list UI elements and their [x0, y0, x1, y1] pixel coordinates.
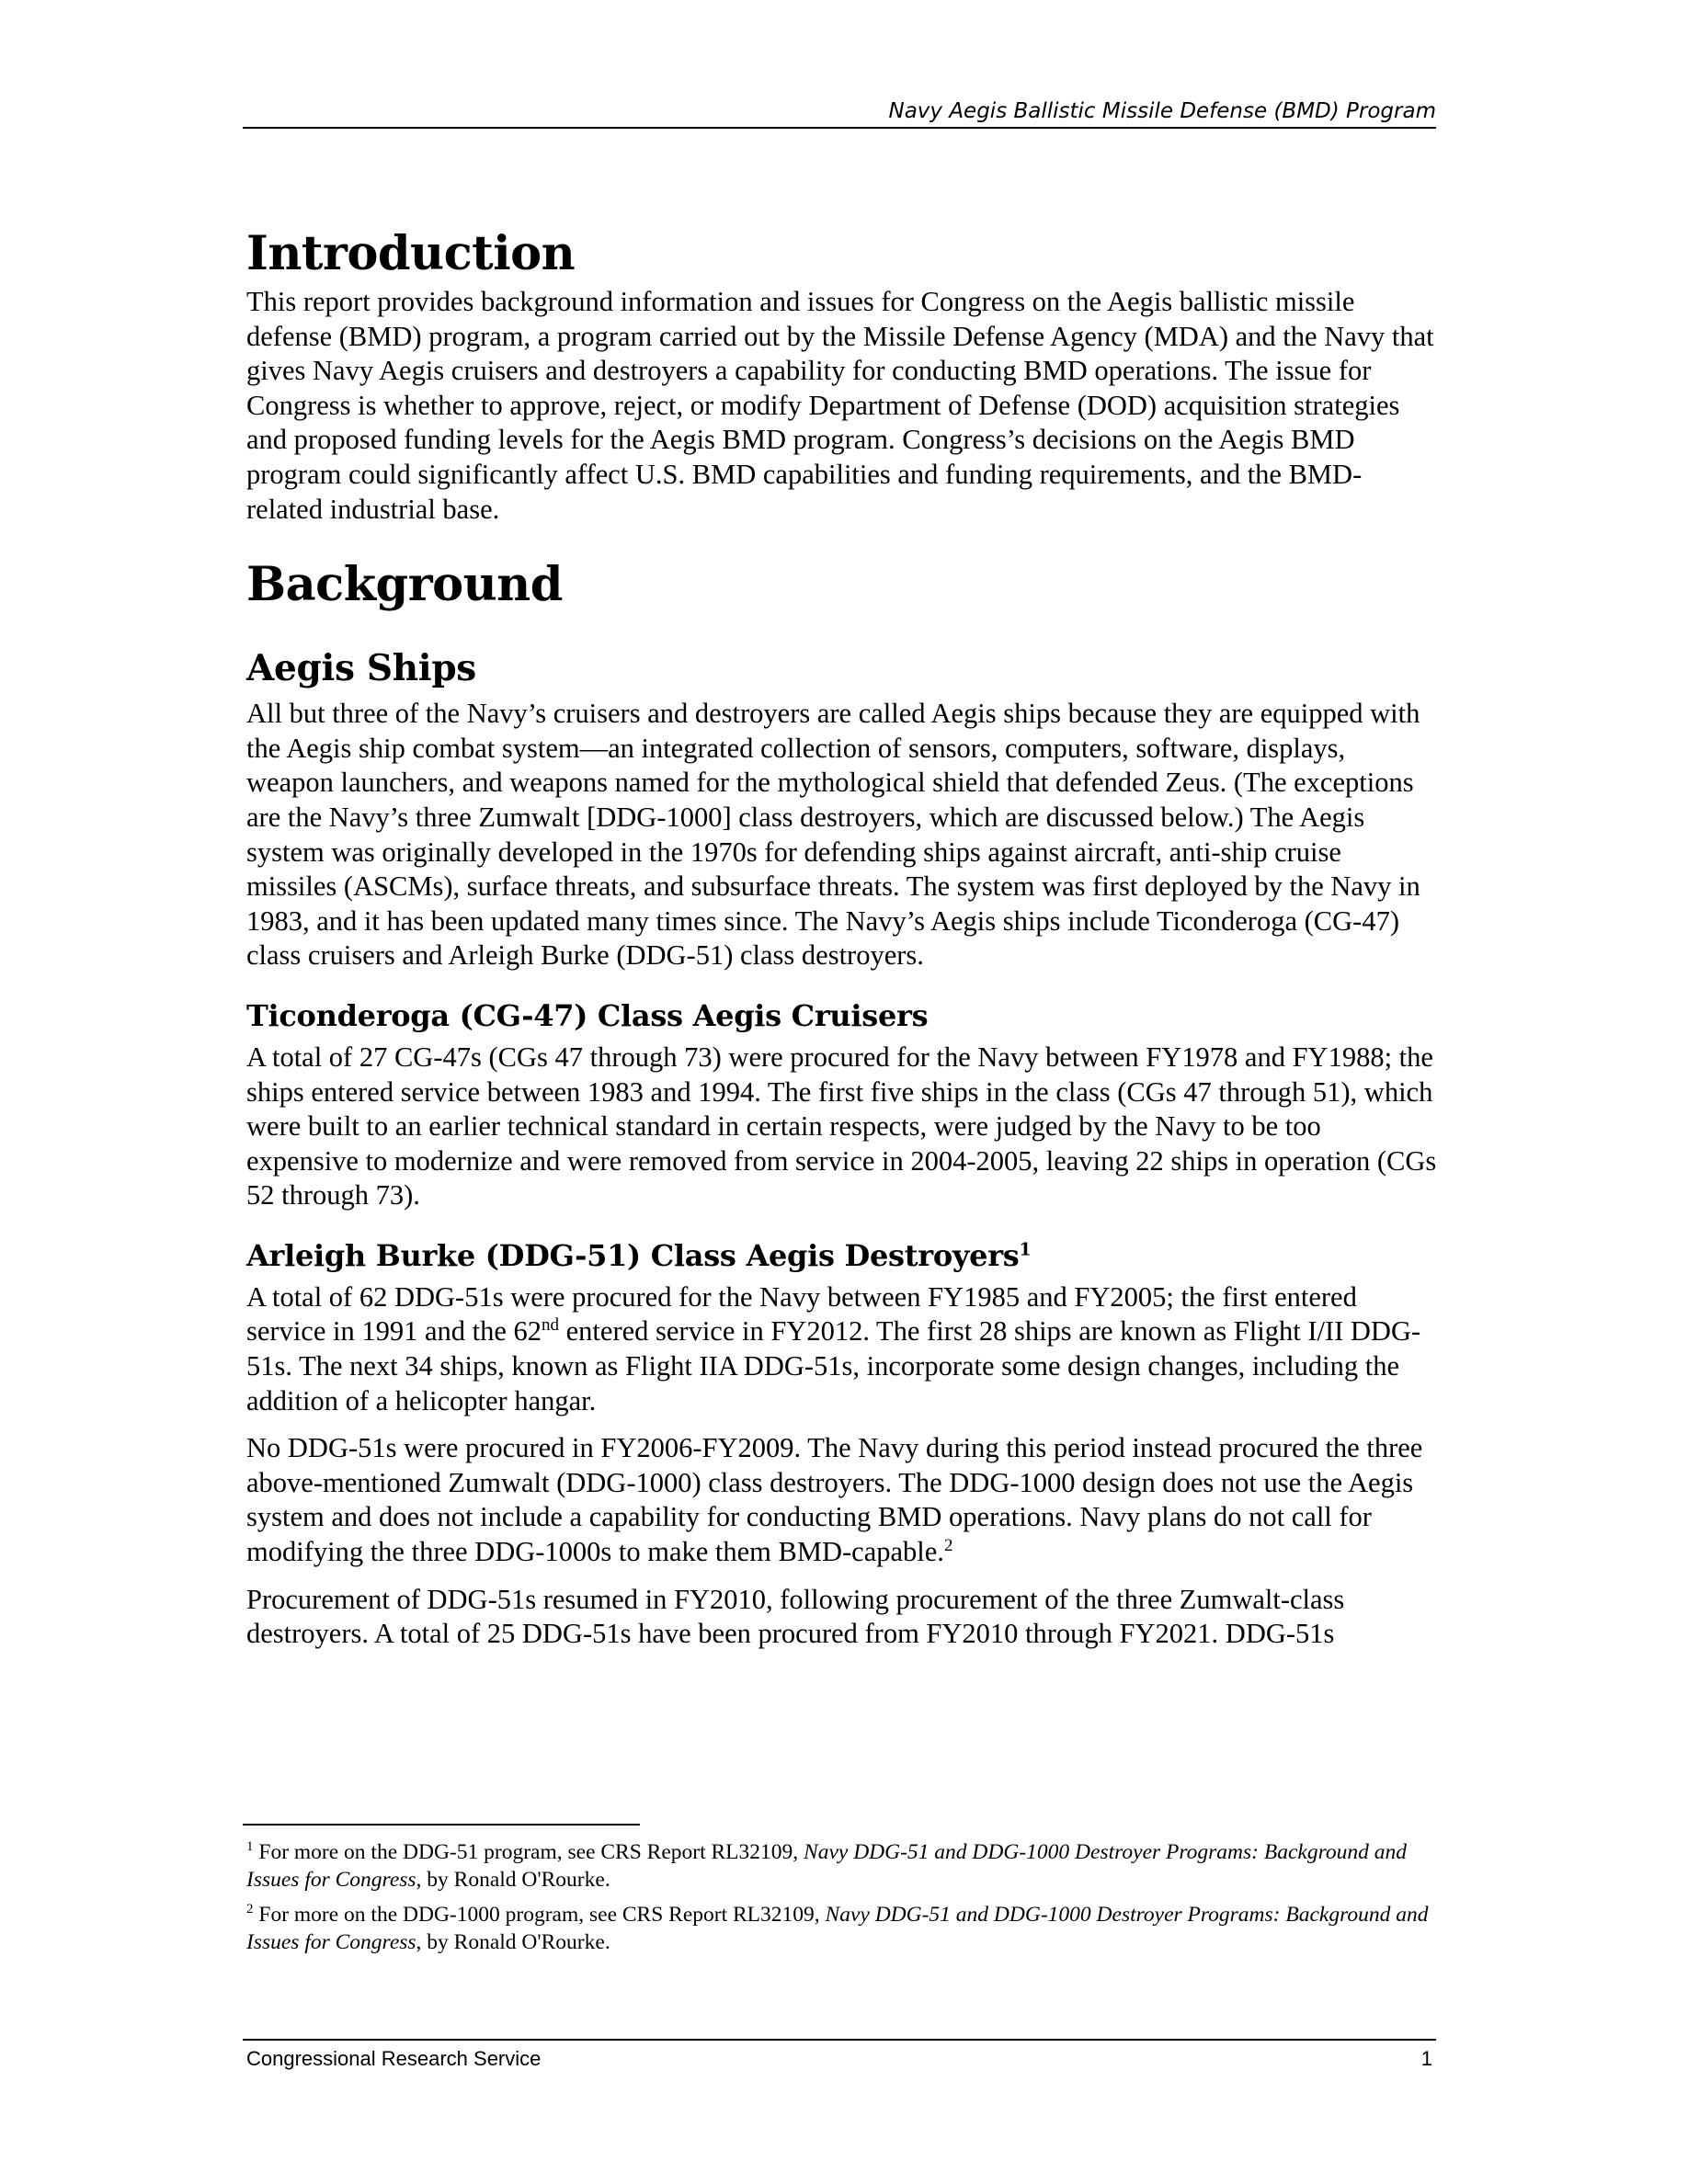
footnote-number: 2	[246, 1902, 254, 1917]
cg47-heading: Ticonderoga (CG-47) Class Aegis Cruisers	[246, 997, 929, 1033]
ddg51-p2-text: No DDG-51s were procured in FY2006-FY2009. The Navy during this period instead procured the three above-mentioned Zumwalt (DDG-1000) class destroyers. The DDG-1000 design does not use the Aegis system and does not include a capability for conducting BMD operations. Navy plans do not call for modifying the three DDG-1000s to make them BMD-capable.	[246, 1432, 1423, 1568]
footnote-number: 1	[246, 1839, 254, 1855]
footnote-2	[246, 1902, 1442, 1956]
report-title: Navy DDG-51 and DDG-1000 Destroyer Programs: Background and Issues for Congress	[246, 1840, 1407, 1892]
ddg51-p1-text-b: entered service in FY2012. The first 28 ships are known as Flight I/II DDG-51s. The next 34 ships, known as Flight IIA DDG-51s, incorporate some design changes, including the addition of a helicopter hangar.	[246, 1315, 1421, 1416]
cg47-paragraph: A total of 27 CG-47s (CGs 47 through 73) were procured for the Navy between FY1978 and FY1988; the ships entered service between 1983 and 1994. The first five ships in the class (CGs 47 through 51), which were built to an earlier technical standard in certain respects, were judged by the Navy to be too expensive to modernize and were removed from service in 2004-2005, leaving 22 ships in operation (CGs 52 through 73).	[246, 1041, 1437, 1211]
ddg51-heading	[246, 1236, 1437, 1275]
ddg51-heading-text: Arleigh Burke (DDG-51) Class Aegis Destroyers	[246, 1237, 1020, 1273]
aegis-ships-heading: Aegis Ships	[246, 647, 476, 690]
ddg51-paragraph-2	[246, 1431, 1437, 1569]
running-header: Navy Aegis Ballistic Missile Defense (BMD) Program	[243, 96, 1436, 129]
footer-organization: Congressional Research Service	[246, 2047, 542, 2070]
footnote-text: For more on the DDG-1000 program, see CRS Report RL32109,	[253, 1903, 826, 1927]
footnote-text: For more on the DDG-51 program, see CRS Report RL32109,	[253, 1840, 804, 1864]
footnote-ref-2[interactable]: 2	[943, 1535, 953, 1555]
background-heading: Background	[246, 557, 563, 613]
footnote-separator	[243, 1824, 640, 1826]
ddg51-p1-text-a: A total of 62 DDG-51s were procured for the Navy between FY1985 and FY2005; the first entered service in 1991 and the 62	[246, 1280, 1357, 1348]
footnote-author: , by Ronald O'Rourke.	[416, 1929, 610, 1954]
footnote-1	[246, 1839, 1442, 1894]
aegis-ships-paragraph: All but three of the Navy’s cruisers and destroyers are called Aegis ships because they are equipped with the Aegis ship combat system—an integrated collection of sensors, computers, software, displays, weapon launchers, and weapons named for the mythological shield that defended Zeus. (The exceptions are the Navy’s three Zumwalt [DDG-1000] class destroyers, which are discussed below.) The Aegis system was originally developed in the 1970s for defending ships against aircraft, anti-ship cruise missiles (ASCMs), surface threats, and subsurface threats. The system was first deployed by the Navy in 1983, and it has been updated many times since. The Navy’s Aegis ships include Ticonderoga (CG-47) class cruisers and Arleigh Burke (DDG-51) class destroyers.	[246, 698, 1420, 972]
footnote-ref-1[interactable]: 1	[1019, 1239, 1032, 1260]
ddg51-paragraph-3: Procurement of DDG-51s resumed in FY2010, following procurement of the three Zumwalt-class destroyers. A total of 25 DDG-51s have been procured from FY2010 through FY2021. DDG-51s	[246, 1583, 1345, 1650]
footnote-author: , by Ronald O'Rourke.	[416, 1867, 610, 1892]
page-body	[246, 225, 1437, 1665]
introduction-heading: Introduction	[246, 226, 576, 281]
introduction-paragraph: This report provides background information and issues for Congress on the Aegis ballistic missile defense (BMD) program, a program carried out by the Missile Defense Agency (MDA) and the Navy that gives Navy Aegis cruisers and destroyers a capability for conducting BMD operations. The issue for Congress is whether to approve, reject, or modify Department of Defense (DOD) acquisition strategies and proposed funding levels for the Aegis BMD program. Congress’s decisions on the Aegis BMD program could significantly affect U.S. BMD capabilities and funding requirements, and the BMD-related industrial base.	[246, 286, 1434, 525]
report-title: Navy DDG-51 and DDG-1000 Destroyer Programs: Background and Issues for Congress	[246, 1903, 1429, 1954]
ordinal-suffix: nd	[542, 1315, 560, 1336]
page-footer	[243, 2039, 1436, 2070]
page-number: 1	[1420, 2047, 1432, 2070]
ddg51-paragraph-1	[246, 1280, 1437, 1418]
footnotes	[246, 1839, 1442, 1964]
